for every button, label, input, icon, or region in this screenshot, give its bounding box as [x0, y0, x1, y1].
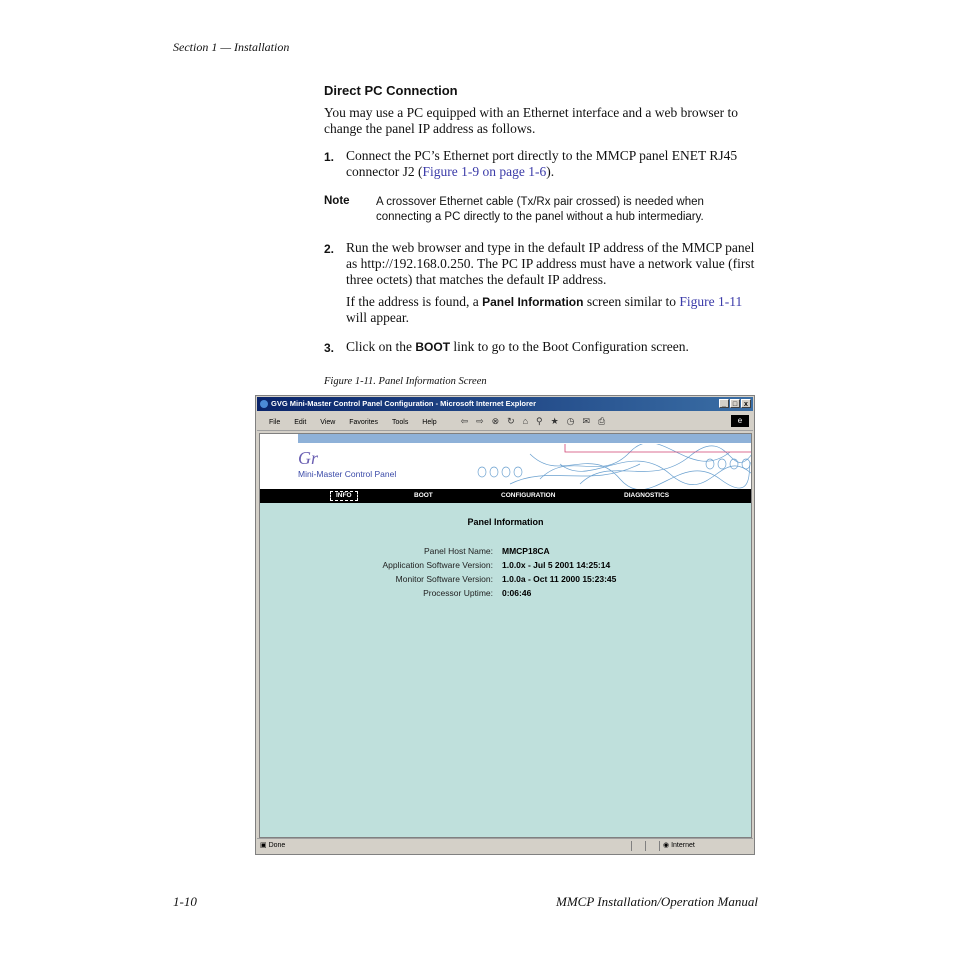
- step-text-part: Click on the: [346, 339, 416, 354]
- content-area: [260, 503, 751, 837]
- running-footer: MMCP Installation/Operation Manual: [556, 894, 758, 909]
- menu-file[interactable]: File: [269, 419, 281, 426]
- browser-window: [255, 395, 755, 855]
- menu-view[interactable]: View: [320, 419, 336, 426]
- back-icon[interactable]: ⇦: [460, 416, 469, 426]
- title-bar: [257, 397, 753, 411]
- header-band: [298, 434, 751, 443]
- status-done: Done: [268, 842, 286, 849]
- step-2: [324, 240, 764, 326]
- nav-boot[interactable]: BOOT: [414, 492, 433, 499]
- decorative-wave-graphic: [470, 444, 752, 490]
- window-title: GVG Mini-Master Control Panel Configuration - Microsoft Internet Explorer: [271, 399, 537, 408]
- step-number: 1.: [324, 150, 335, 164]
- step-text-part: ).: [546, 164, 555, 179]
- brand-title: Mini-Master Control Panel: [298, 469, 397, 479]
- print-icon[interactable]: ⎙: [597, 416, 606, 426]
- note-label: Note: [324, 195, 350, 207]
- figure-1-9-link[interactable]: Figure 1-9 on page 1-6: [422, 164, 547, 179]
- ie-icon: [260, 400, 268, 408]
- stop-icon[interactable]: ⊗: [491, 416, 500, 426]
- nav-configuration[interactable]: CONFIGURATION: [501, 492, 556, 499]
- step-text: [346, 339, 764, 355]
- info-value: 1.0.0a - Oct 11 2000 15:23:45: [502, 574, 617, 584]
- status-divider: [631, 841, 632, 851]
- figure-caption: Figure 1-11. Panel Information Screen: [324, 376, 487, 387]
- content-title: Panel Information: [467, 517, 544, 527]
- page-viewport: [259, 433, 752, 838]
- nav-diagnostics[interactable]: DIAGNOSTICS: [624, 492, 670, 499]
- menu-tools[interactable]: Tools: [392, 419, 409, 426]
- refresh-icon[interactable]: ↻: [507, 416, 515, 426]
- figure-1-11-link[interactable]: Figure 1-11: [679, 294, 743, 309]
- bold-term: BOOT: [415, 340, 451, 354]
- search-icon[interactable]: ⚲: [536, 416, 543, 426]
- zone-indicator: [663, 839, 695, 853]
- status-divider: [659, 841, 660, 851]
- ie-throbber-icon: e: [731, 415, 749, 427]
- nav-info[interactable]: INFO: [330, 491, 358, 501]
- status-bar: [257, 838, 753, 853]
- favorites-icon[interactable]: ★: [550, 416, 559, 426]
- globe-icon: ◉: [663, 842, 670, 849]
- history-icon[interactable]: ◷: [566, 416, 575, 426]
- bold-term: Panel Information: [482, 295, 584, 309]
- minimize-button[interactable]: _: [719, 399, 729, 408]
- step-text-part: Connect the PC’s Ethernet port directly to the MMCP panel ENET RJ45 connector J2 (: [346, 148, 738, 179]
- close-button[interactable]: x: [741, 399, 751, 408]
- status-text: [260, 839, 285, 853]
- info-row: [260, 545, 751, 557]
- info-value: 0:06:46: [502, 588, 532, 598]
- step-text-part: will appear.: [346, 310, 409, 325]
- info-label: Panel Host Name:: [424, 546, 493, 556]
- info-row: [260, 559, 751, 571]
- info-label: Processor Uptime:: [423, 588, 493, 598]
- step-subtext: [346, 294, 764, 326]
- page-icon: ▣: [260, 842, 267, 849]
- info-value: 1.0.0x - Jul 5 2001 14:25:14: [502, 560, 611, 570]
- mail-icon[interactable]: ✉: [582, 416, 590, 426]
- menu-edit[interactable]: Edit: [294, 419, 307, 426]
- gvg-logo: Gr: [298, 448, 319, 468]
- window-controls: [719, 399, 751, 408]
- step-1: [324, 148, 764, 180]
- step-text-part: If the address is found, a: [346, 294, 483, 309]
- info-label: Application Software Version:: [382, 560, 493, 570]
- status-divider: [645, 841, 646, 851]
- menu-help[interactable]: Help: [422, 419, 437, 426]
- step-text: Run the web browser and type in the default IP address of the MMCP panel as http://192.168.0.250. The PC IP address must have a network value (first three octets) that matches the default IP address.: [346, 240, 755, 287]
- forward-icon[interactable]: ⇨: [476, 416, 484, 426]
- menu-favorites[interactable]: Favorites: [349, 419, 379, 426]
- section-heading: Direct PC Connection: [324, 83, 458, 98]
- maximize-button[interactable]: □: [730, 399, 740, 408]
- info-label: Monitor Software Version:: [395, 574, 493, 584]
- info-value: MMCP18CA: [502, 546, 550, 556]
- running-header: Section 1 — Installation: [173, 40, 290, 54]
- note-text: A crossover Ethernet cable (Tx/Rx pair crossed) is needed when connecting a PC directly to the panel without a hub intermediary.: [376, 196, 704, 223]
- step-text-part: screen similar to: [583, 294, 680, 309]
- menu-bar: [257, 412, 753, 431]
- step-text-part: link to go to the Boot Configuration screen.: [450, 339, 689, 354]
- home-icon[interactable]: ⌂: [522, 416, 529, 426]
- nav-bar: [260, 489, 751, 503]
- step-number: 2.: [324, 242, 335, 256]
- zone-text: Internet: [671, 842, 695, 849]
- step-3: [324, 339, 764, 355]
- step-text: [346, 148, 764, 180]
- info-row: [260, 587, 751, 599]
- intro-paragraph: You may use a PC equipped with an Ethernet interface and a web browser to change the panel IP address as follows.: [324, 105, 739, 136]
- page-number: 1-10: [173, 894, 197, 909]
- info-row: [260, 573, 751, 585]
- step-number: 3.: [324, 341, 335, 355]
